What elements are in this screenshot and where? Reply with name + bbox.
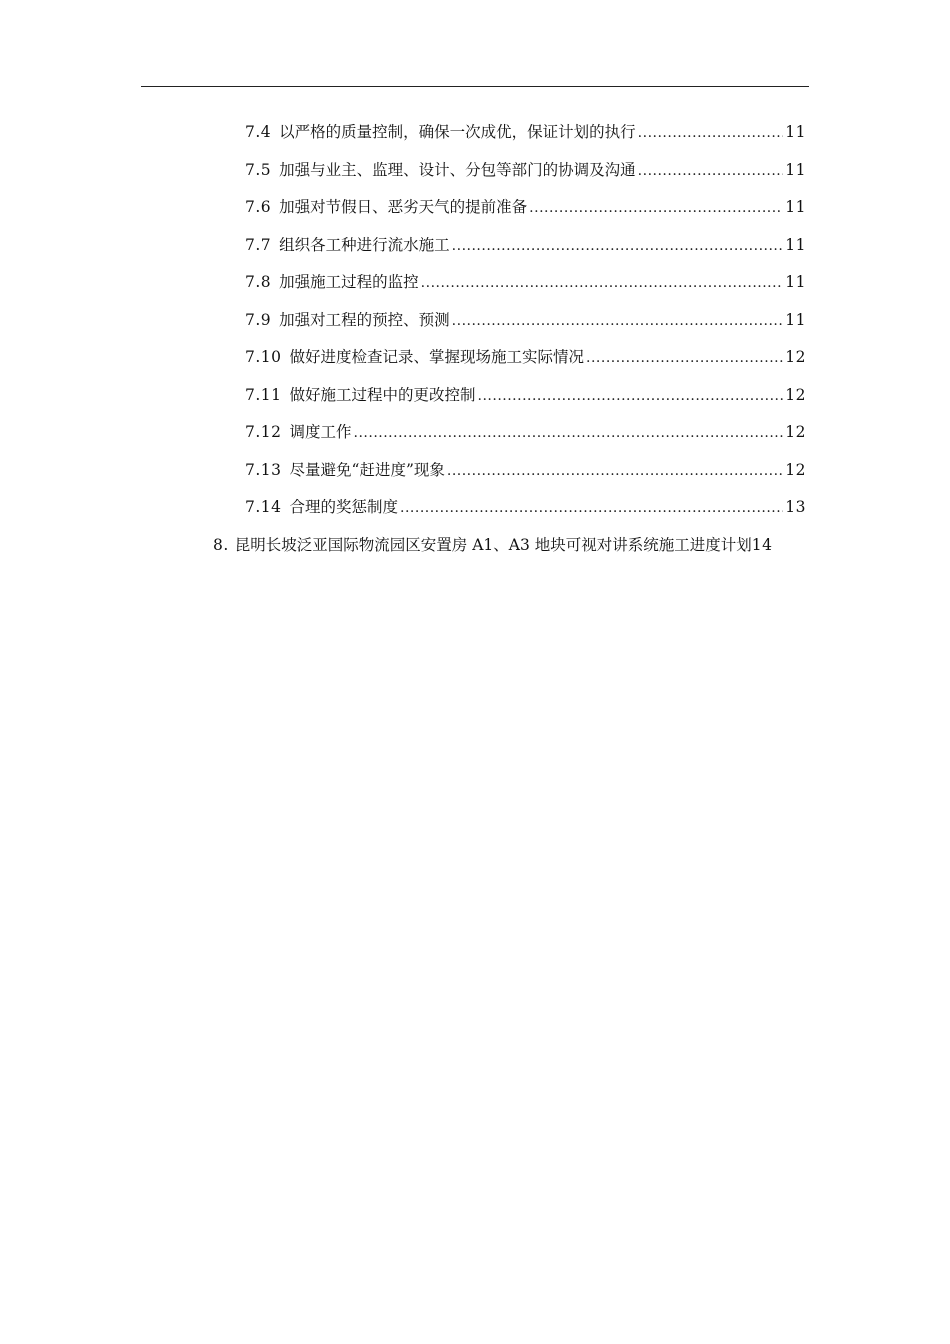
toc-entry-page: 11	[785, 198, 806, 216]
dot-leader	[529, 194, 783, 222]
toc-entry-title: 尽量避免“赶进度”现象	[289, 460, 445, 479]
dot-leader	[354, 419, 784, 447]
dot-leader	[638, 119, 784, 147]
toc-entry-7-12[interactable]	[245, 418, 806, 446]
toc-entry-7-4[interactable]	[245, 118, 806, 146]
toc-entry-title: 加强对节假日、恶劣天气的提前准备	[279, 198, 528, 216]
toc-entry-title: 合理的奖惩制度	[289, 498, 399, 516]
toc-entry-7-11[interactable]	[245, 381, 806, 409]
header-rule	[141, 86, 809, 87]
toc-entry-title: 组织各工种进行流水施工	[279, 235, 450, 254]
toc-entry-title: 昆明长坡泛亚国际物流园区安置房 A1、A3 地块可视对讲系统施工进度计划	[234, 535, 752, 554]
toc-entry-8[interactable]	[213, 531, 810, 559]
dot-leader	[421, 269, 784, 297]
toc-entry-number: 7.7	[245, 235, 272, 254]
toc-entry-number: 7.4	[245, 123, 272, 141]
toc-entry-7-14[interactable]	[245, 493, 806, 521]
dot-leader	[452, 232, 784, 260]
toc-entry-page: 11	[785, 123, 806, 141]
toc-entry-page: 11	[785, 273, 806, 291]
toc-entry-7-10[interactable]	[245, 343, 806, 371]
toc-entry-7-8[interactable]	[245, 268, 806, 296]
dot-leader	[447, 457, 783, 485]
dot-leader	[478, 382, 784, 410]
toc-entry-number: 7.10	[245, 348, 282, 366]
toc-entry-number: 7.9	[245, 310, 272, 329]
dot-leader	[400, 494, 783, 522]
toc-entry-page: 14	[751, 535, 773, 554]
toc-entry-7-13[interactable]	[245, 456, 806, 484]
toc-entry-page: 12	[785, 460, 806, 479]
toc-entry-title: 加强施工过程的监控	[279, 273, 419, 291]
dot-leader	[452, 307, 784, 335]
toc-entry-page: 11	[785, 310, 806, 329]
toc-entry-title: 加强与业主、监理、设计、分包等部门的协调及沟通	[279, 160, 636, 179]
toc-entry-7-7[interactable]	[245, 231, 806, 259]
toc-entry-number: 7.6	[245, 198, 272, 216]
toc-entry-page: 13	[785, 498, 806, 516]
toc-entry-number: 7.11	[245, 385, 282, 404]
toc-entry-page: 12	[785, 385, 806, 404]
toc-entry-page: 11	[785, 160, 806, 179]
toc-entry-page: 12	[785, 348, 806, 366]
toc-entry-title: 以严格的质量控制，确保一次成优，保证计划的执行	[279, 123, 636, 141]
toc-entry-title: 做好进度检查记录、掌握现场施工实际情况	[289, 348, 585, 366]
toc-entry-7-6[interactable]	[245, 193, 806, 221]
toc-entry-7-5[interactable]	[245, 156, 806, 184]
toc-entry-title: 做好施工过程中的更改控制	[289, 385, 476, 404]
toc-entry-number: 8.	[213, 535, 229, 554]
toc-entry-page: 12	[785, 423, 806, 441]
toc-entry-title: 调度工作	[289, 423, 352, 441]
toc-entry-number: 7.8	[245, 273, 272, 291]
toc-entry-number: 7.5	[245, 160, 272, 179]
toc-entry-number: 7.14	[245, 498, 282, 516]
toc-entry-number: 7.13	[245, 460, 282, 479]
toc-entry-page: 11	[785, 235, 806, 254]
dot-leader	[586, 344, 783, 372]
toc-entry-7-9[interactable]	[245, 306, 806, 334]
toc-entry-number: 7.12	[245, 423, 282, 441]
dot-leader	[638, 157, 784, 185]
toc-entry-title: 加强对工程的预控、预测	[279, 310, 450, 329]
